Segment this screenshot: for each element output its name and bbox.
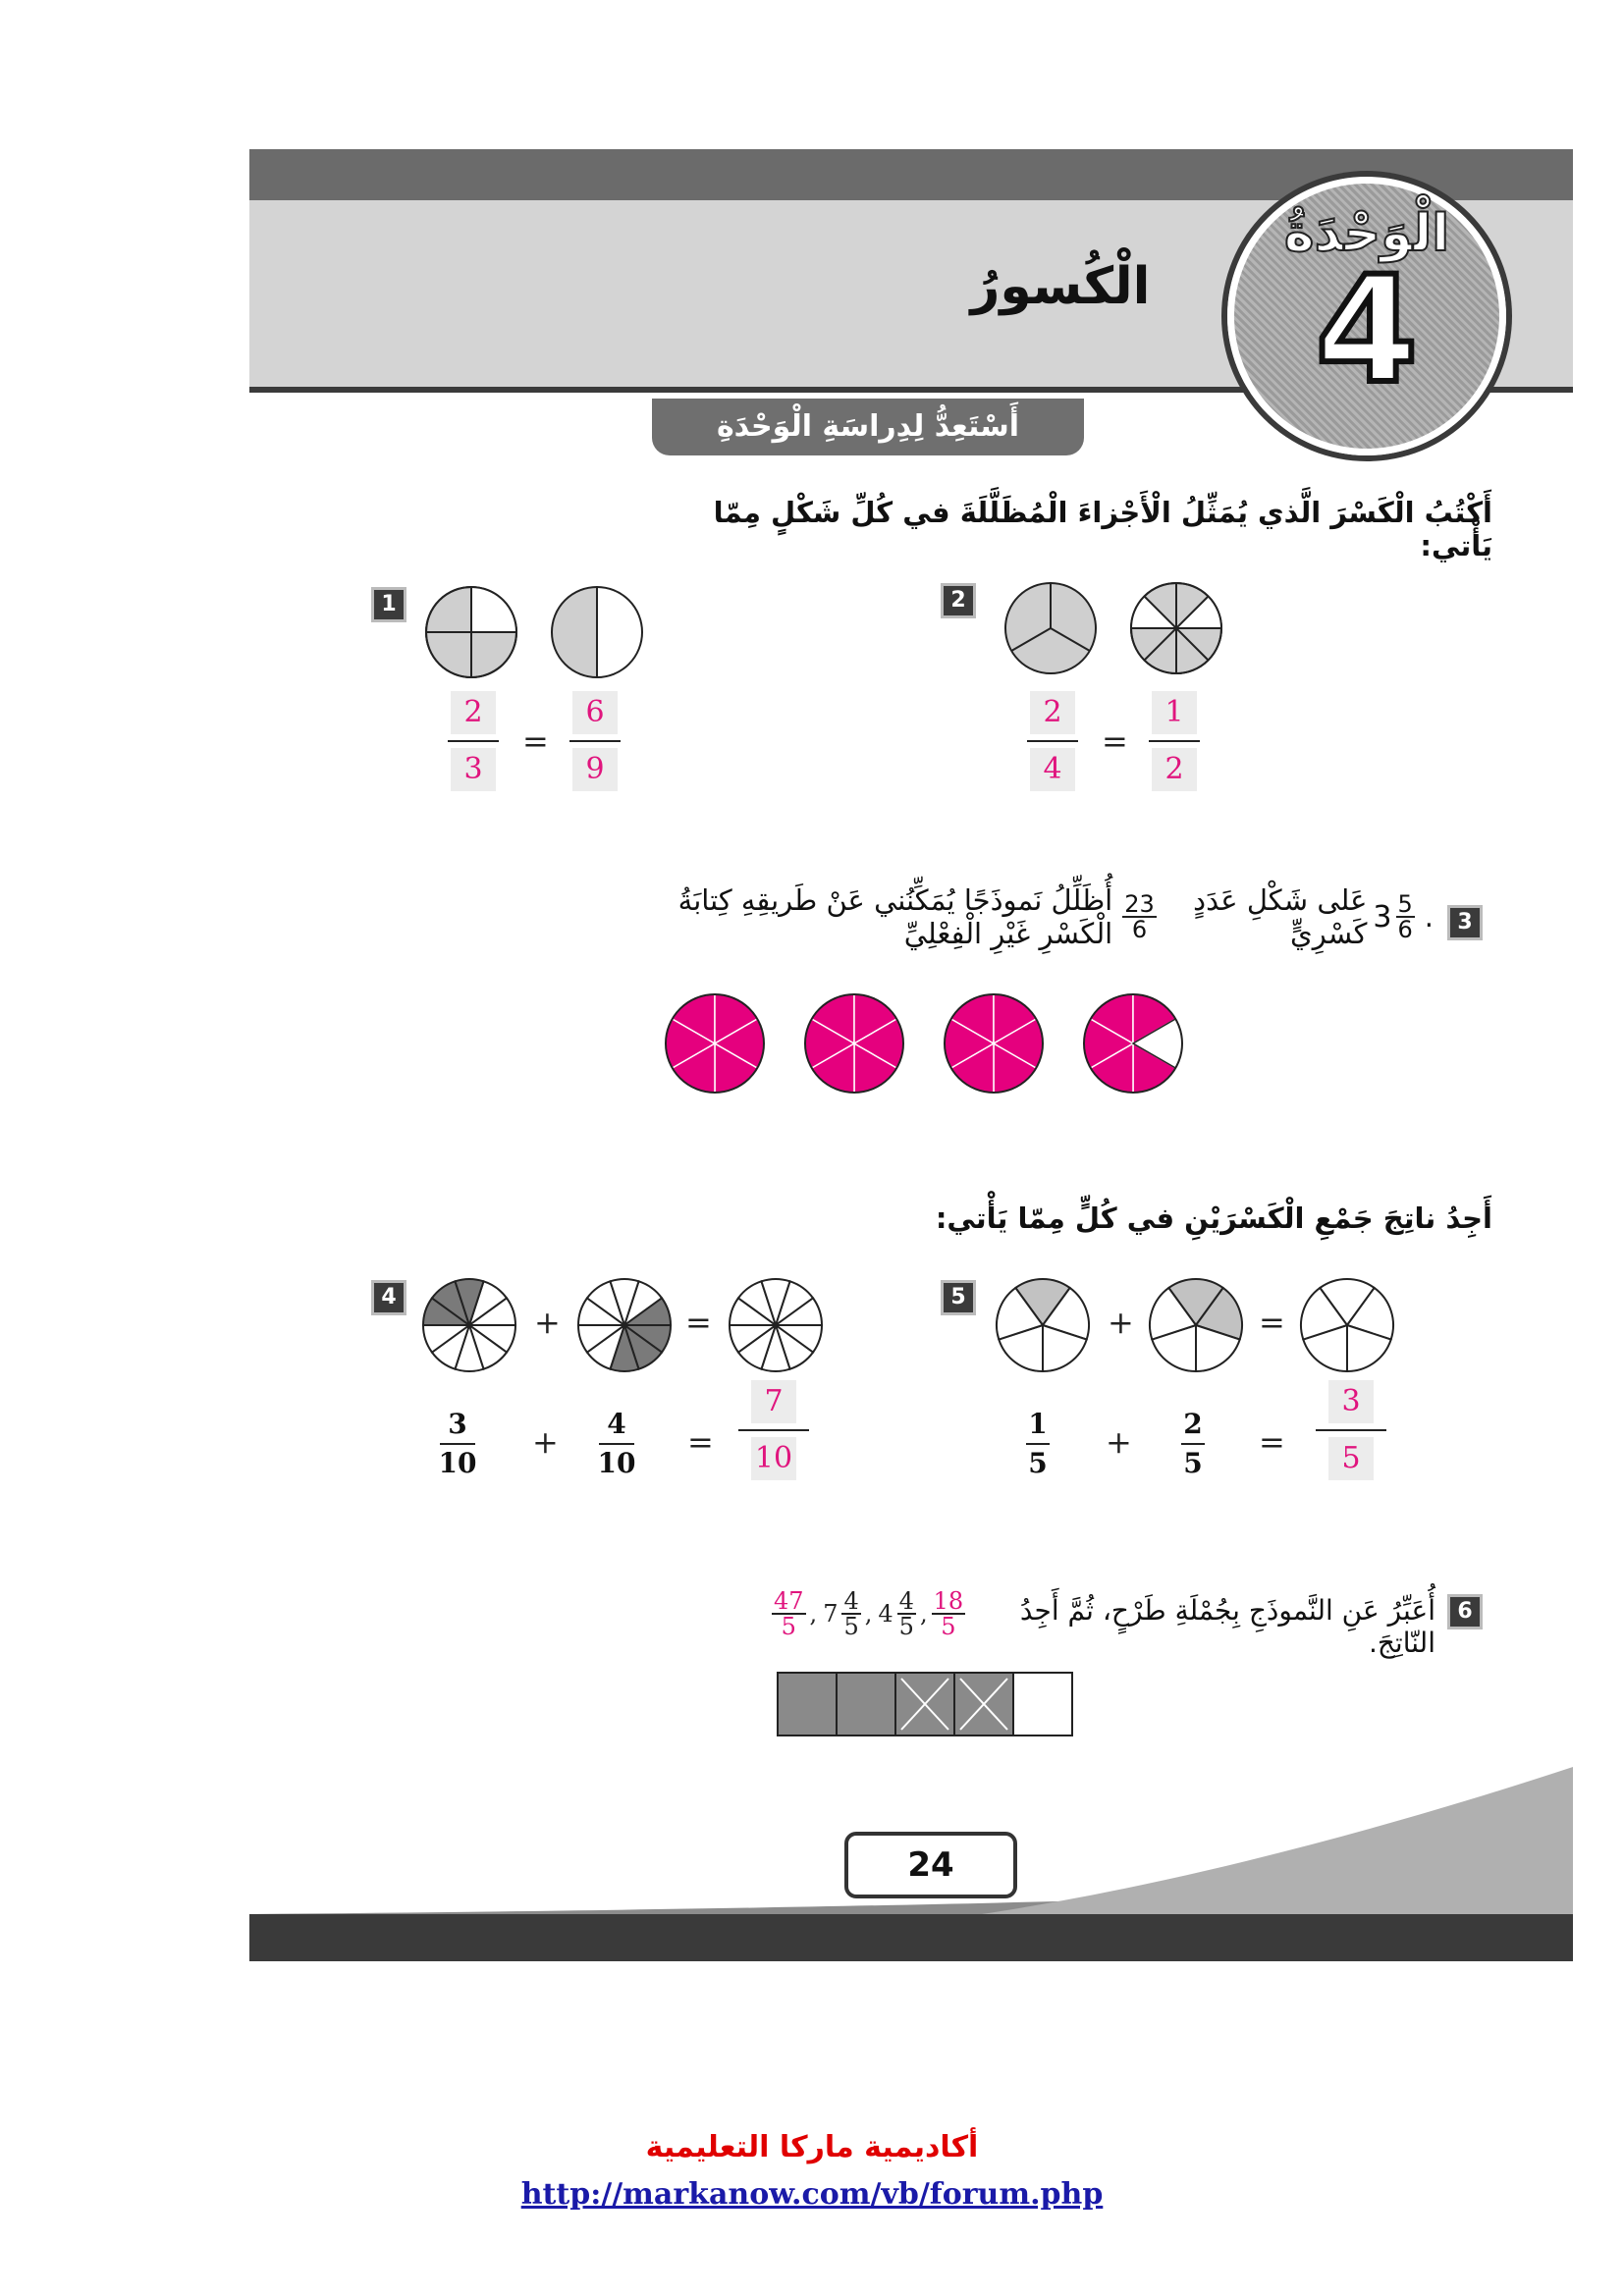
- numerator: 47: [774, 1587, 804, 1615]
- q2-left-fraction: [1027, 691, 1078, 791]
- numerator: 2: [1183, 1408, 1203, 1440]
- fraction-bar: [1026, 1443, 1050, 1445]
- denominator: 5: [898, 1613, 914, 1640]
- denominator: 10: [597, 1447, 636, 1479]
- denominator: 2: [1152, 748, 1197, 791]
- plus-sign: +: [1106, 1423, 1132, 1461]
- q1-circle-halves: [550, 585, 644, 679]
- q4-circle-a: [420, 1276, 518, 1374]
- numerator: 4: [607, 1408, 626, 1440]
- q3-statement: [609, 883, 1434, 950]
- fraction-bar: [1149, 740, 1200, 742]
- option-fraction: [932, 1589, 966, 1638]
- option-fraction: [897, 1589, 916, 1638]
- numerator: 7: [751, 1380, 796, 1423]
- q2-circle-eighths: [1129, 581, 1223, 675]
- denominator: 10: [751, 1437, 796, 1480]
- unit-label: الْوَحْدَةُ: [1283, 204, 1450, 263]
- denominator: 6: [1397, 916, 1413, 943]
- plus-sign: +: [532, 1423, 559, 1461]
- q5-circle-b: [1147, 1276, 1245, 1374]
- equals-sign: =: [522, 722, 549, 760]
- q3-text-part2: عَلى شَكْلِ عَدَدٍ كَسْرِيٍّ: [1193, 883, 1368, 950]
- instruction-shaded-fractions: أَكْتُبُ الْكَسْرَ الَّذي يُمَثِّلُ الْأَجْزاءَ الْمُظَلَّلَةَ في كُلِّ شَكْلٍ مِمّا يَأْتي:: [713, 496, 1492, 562]
- unit-number: 4: [1315, 245, 1419, 416]
- numerator: 1: [1152, 691, 1197, 734]
- q4-fraction-a: [438, 1408, 477, 1480]
- option-fraction: [772, 1589, 806, 1638]
- q5-result-fraction: [1316, 1380, 1386, 1480]
- unit-title: الْكُسورُ: [970, 257, 1151, 316]
- equals-sign: =: [1259, 1423, 1285, 1461]
- q6-statement: أُعَبِّرُ عَنِ النَّموذَجِ بِجُمْلَةِ طَرْحٍ، ثُمَّ أَجِدُ النّاتِجَ.: [1019, 1594, 1435, 1659]
- numerator: 4: [898, 1587, 914, 1615]
- numerator: 3: [1328, 1380, 1374, 1423]
- question-number: 2: [941, 583, 976, 618]
- comma: ,: [919, 1600, 928, 1628]
- q6-bar-model: [778, 1673, 1072, 1735]
- equals-sign: =: [685, 1304, 712, 1341]
- q2-right-fraction: [1149, 691, 1200, 791]
- fraction-bar: [569, 740, 621, 742]
- numerator: 18: [933, 1587, 964, 1615]
- q1-left-fraction: [448, 691, 499, 791]
- prep-badge: أَسْتَعِدُّ لِدِراسَةِ الْوَحْدَةِ: [652, 399, 1084, 455]
- academy-name: أكاديمية ماركا التعليمية: [645, 2130, 979, 2164]
- page-number: 24: [844, 1832, 1017, 1898]
- numerator: 23: [1124, 890, 1155, 918]
- option-fraction: [841, 1589, 860, 1638]
- denominator: 5: [781, 1613, 796, 1640]
- q5-circle-a: [994, 1276, 1092, 1374]
- question-number: 1: [371, 587, 406, 622]
- denominator: 9: [572, 748, 618, 791]
- comma: ,: [864, 1600, 873, 1628]
- plus-sign: +: [1108, 1304, 1134, 1341]
- numerator: 6: [572, 691, 618, 734]
- denominator: 5: [1028, 1447, 1048, 1479]
- question-number: 4: [371, 1280, 406, 1315]
- instruction-add-fractions: أَجِدُ ناتِجَ جَمْعِ الْكَسْرَيْنِ في كُلٍّ مِمّا يَأْتي:: [935, 1201, 1492, 1235]
- fraction-bar: [1316, 1429, 1386, 1431]
- improper-fraction: [1122, 892, 1157, 941]
- fraction-bar: [738, 1429, 809, 1431]
- numerator: 1: [1028, 1408, 1048, 1440]
- forum-link[interactable]: http://markanow.com/vb/forum.php: [520, 2177, 1104, 2212]
- whole-part: 7: [823, 1600, 839, 1628]
- denominator: 5: [1328, 1437, 1374, 1480]
- whole-part: 3: [1373, 899, 1392, 934]
- equals-sign: =: [1102, 722, 1128, 760]
- numerator: 2: [1030, 691, 1075, 734]
- fraction-bar: [448, 740, 499, 742]
- denominator: 4: [1030, 748, 1075, 791]
- mixed-number: [1373, 892, 1418, 941]
- denominator: 5: [1183, 1447, 1203, 1479]
- denominator: 5: [843, 1613, 859, 1640]
- footer-bar: [249, 1914, 1573, 1961]
- numerator: 2: [451, 691, 496, 734]
- equals-sign: =: [1259, 1304, 1285, 1341]
- denominator: 5: [941, 1613, 956, 1640]
- question-number: 3: [1447, 905, 1483, 940]
- comma: ,: [809, 1600, 818, 1628]
- q4-result-fraction: [738, 1380, 809, 1480]
- q6-options: [768, 1584, 969, 1643]
- q4-circle-b: [575, 1276, 674, 1374]
- numerator: 3: [448, 1408, 467, 1440]
- q1-right-fraction: [569, 691, 621, 791]
- denominator: 10: [438, 1447, 477, 1479]
- q4-fraction-b: [597, 1408, 636, 1480]
- fraction-bar: [1027, 740, 1078, 742]
- numerator: 5: [1397, 890, 1413, 918]
- denominator: 3: [451, 748, 496, 791]
- fraction-bar: [440, 1443, 475, 1445]
- equals-sign: =: [687, 1423, 714, 1461]
- numerator: 4: [843, 1587, 859, 1615]
- fraction-bar: [1181, 1443, 1205, 1445]
- q3-text-part1: أُظَلِّلُ نَموذَجًا يُمَكِّنُني عَنْ طَريقِهِ كِتابَةُ الْكَسْرِ غَيْرِ الْفِعْلِيِّ: [677, 883, 1113, 950]
- denominator: 6: [1131, 916, 1148, 943]
- q1-circle-quarters: [424, 585, 518, 679]
- q5-fraction-b: [1178, 1408, 1208, 1480]
- question-number: 6: [1447, 1594, 1483, 1629]
- whole-part: 4: [878, 1600, 893, 1628]
- question-number: 5: [941, 1280, 976, 1315]
- q5-fraction-a: [1023, 1408, 1053, 1480]
- footer-swoosh-top: [982, 1767, 1573, 1914]
- q2-circle-thirds: [1003, 581, 1098, 675]
- fraction-bar: [599, 1443, 634, 1445]
- q5-circle-result: [1298, 1276, 1396, 1374]
- period: .: [1424, 900, 1434, 934]
- plus-sign: +: [534, 1304, 561, 1341]
- q3-shaded-circles: [664, 991, 1624, 1095]
- fraction-part: [1396, 892, 1415, 941]
- q4-circle-result: [727, 1276, 825, 1374]
